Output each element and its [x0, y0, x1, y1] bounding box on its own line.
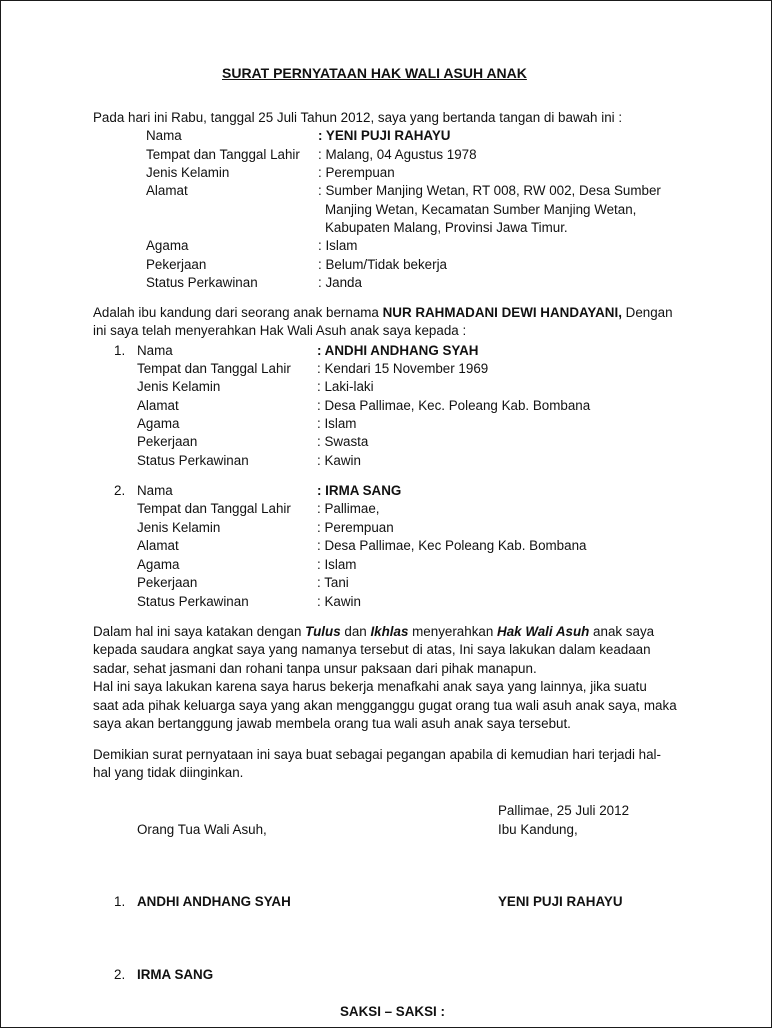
guardian2-pekerjaan-value: : Tani — [317, 575, 349, 590]
guardian2-ttl-label: Tempat dan Tanggal Lahir — [137, 501, 291, 516]
witness-heading: SAKSI – SAKSI : — [340, 1004, 445, 1019]
declarant-alamat-line3: Kabupaten Malang, Provinsi Jawa Timur. — [325, 220, 568, 235]
para3-line3: sadar, sehat jasmani dan rohani tanpa unsur paksaan dari pihak manapun. — [93, 661, 537, 676]
place-date: Pallimae, 25 Juli 2012 — [498, 803, 630, 818]
para4-line2: hal yang tidak diinginkan. — [93, 765, 244, 780]
declarant-jk-label: Jenis Kelamin — [146, 165, 230, 180]
guardian2-ttl-value: : Pallimae, — [317, 501, 380, 516]
declarant-alamat-line1: : Sumber Manjing Wetan, RT 008, RW 002, Desa Sumber — [318, 183, 661, 198]
declarant-pekerjaan-label: Pekerjaan — [146, 257, 207, 272]
guardian1-ttl-value: : Kendari 15 November 1969 — [317, 361, 489, 376]
para3-text-c: dan — [344, 624, 367, 639]
signature2-number: 2. — [114, 967, 126, 982]
guardian2-alamat-label: Alamat — [137, 538, 179, 553]
guardian1-nama-value: : ANDHI ANDHANG SYAH — [317, 343, 479, 358]
intro-text: Pada hari ini Rabu, tanggal 25 Juli Tahun 2012, saya yang bertanda tangan di bawah ini : — [93, 110, 623, 125]
para3-line1 — [93, 623, 654, 641]
guardian1-jk-label: Jenis Kelamin — [137, 379, 221, 394]
declarant-ttl-label: Tempat dan Tanggal Lahir — [146, 147, 300, 162]
signature1-name: ANDHI ANDHANG SYAH — [137, 894, 291, 909]
declarant-status-value: : Janda — [318, 275, 362, 290]
para2-line1 — [93, 304, 673, 322]
guardian2-status-label: Status Perkawinan — [137, 594, 249, 609]
para3-text-e: menyerahkan — [412, 624, 494, 639]
para3-line4: Hal ini saya lakukan karena saya harus bekerja menafkahi anak saya yang lainnya, jika suatu — [93, 679, 647, 694]
guardian1-ttl-label: Tempat dan Tanggal Lahir — [137, 361, 291, 376]
para3-text-a: Dalam hal ini saya katakan dengan — [93, 624, 302, 639]
guardian1-alamat-value: : Desa Pallimae, Kec. Poleang Kab. Bombana — [317, 398, 591, 413]
declarant-status-label: Status Perkawinan — [146, 275, 258, 290]
guardian2-pekerjaan-label: Pekerjaan — [137, 575, 198, 590]
declarant-nama-label: Nama — [146, 128, 182, 143]
declarant-alamat-line2: Manjing Wetan, Kecamatan Sumber Manjing Wetan, — [325, 202, 637, 217]
para3-line2: kepada saudara angkat saya yang namanya tersebut di atas, Ini saya lakukan dalam keadaan — [93, 642, 651, 657]
guardian2-alamat-value: : Desa Pallimae, Kec Poleang Kab. Bombana — [317, 538, 587, 553]
guardian1-jk-value: : Laki-laki — [317, 379, 374, 394]
guardian1-status-label: Status Perkawinan — [137, 453, 249, 468]
para3-emph-tulus: Tulus — [305, 624, 341, 639]
guardian2-jk-value: : Perempuan — [317, 520, 394, 535]
guardian2-nama-label: Nama — [137, 483, 173, 498]
para3-line6: saya akan bertanggung jawab membela orang tua wali asuh anak saya tersebut. — [93, 716, 571, 731]
guardian1-number: 1. — [114, 343, 126, 358]
guardian1-pekerjaan-value: : Swasta — [317, 434, 369, 449]
declarant-nama-value: : YENI PUJI RAHAYU — [318, 128, 451, 143]
guardian2-agama-value: : Islam — [317, 557, 357, 572]
right-signature-heading: Ibu Kandung, — [498, 822, 578, 837]
para2-line2: ini saya telah menyerahkan Hak Wali Asuh anak saya kepada : — [93, 323, 467, 338]
signature2-name: IRMA SANG — [137, 967, 214, 982]
right-signature-name: YENI PUJI RAHAYU — [498, 894, 623, 909]
declarant-agama-value: : Islam — [318, 238, 358, 253]
child-name: NUR RAHMADANI DEWI HANDAYANI, — [382, 305, 622, 320]
guardian1-agama-value: : Islam — [317, 416, 357, 431]
guardian1-pekerjaan-label: Pekerjaan — [137, 434, 198, 449]
left-signature-heading: Orang Tua Wali Asuh, — [137, 822, 267, 837]
guardian2-status-value: : Kawin — [317, 594, 361, 609]
declarant-jk-value: : Perempuan — [318, 165, 395, 180]
guardian1-alamat-label: Alamat — [137, 398, 179, 413]
para3-line5: saat ada pihak keluarga saya yang akan mengganggu gugat orang tua wali asuh anak saya, maka — [93, 698, 677, 713]
declarant-ttl-value: : Malang, 04 Agustus 1978 — [318, 147, 477, 162]
guardian2-number: 2. — [114, 483, 126, 498]
para3-text-g: anak saya — [593, 624, 655, 639]
guardian1-agama-label: Agama — [137, 416, 180, 431]
guardian2-nama-value: : IRMA SANG — [317, 483, 402, 498]
guardian2-agama-label: Agama — [137, 557, 180, 572]
declarant-alamat-label: Alamat — [146, 183, 188, 198]
para3-emph-hak-wali-asuh: Hak Wali Asuh — [497, 624, 590, 639]
para2-text-c: Dengan — [625, 305, 673, 320]
document-title: SURAT PERNYATAAN HAK WALI ASUH ANAK — [222, 65, 527, 81]
signature1-number: 1. — [114, 894, 126, 909]
declarant-pekerjaan-value: : Belum/Tidak bekerja — [318, 257, 448, 272]
para2-text-a: Adalah ibu kandung dari seorang anak bernama — [93, 305, 379, 320]
guardian1-status-value: : Kawin — [317, 453, 361, 468]
guardian2-jk-label: Jenis Kelamin — [137, 520, 221, 535]
declarant-agama-label: Agama — [146, 238, 189, 253]
guardian1-nama-label: Nama — [137, 343, 173, 358]
para3-emph-ikhlas: Ikhlas — [370, 624, 409, 639]
para4-line1: Demikian surat pernyataan ini saya buat sebagai pegangan apabila di kemudian hari terjadi hal- — [93, 747, 661, 762]
